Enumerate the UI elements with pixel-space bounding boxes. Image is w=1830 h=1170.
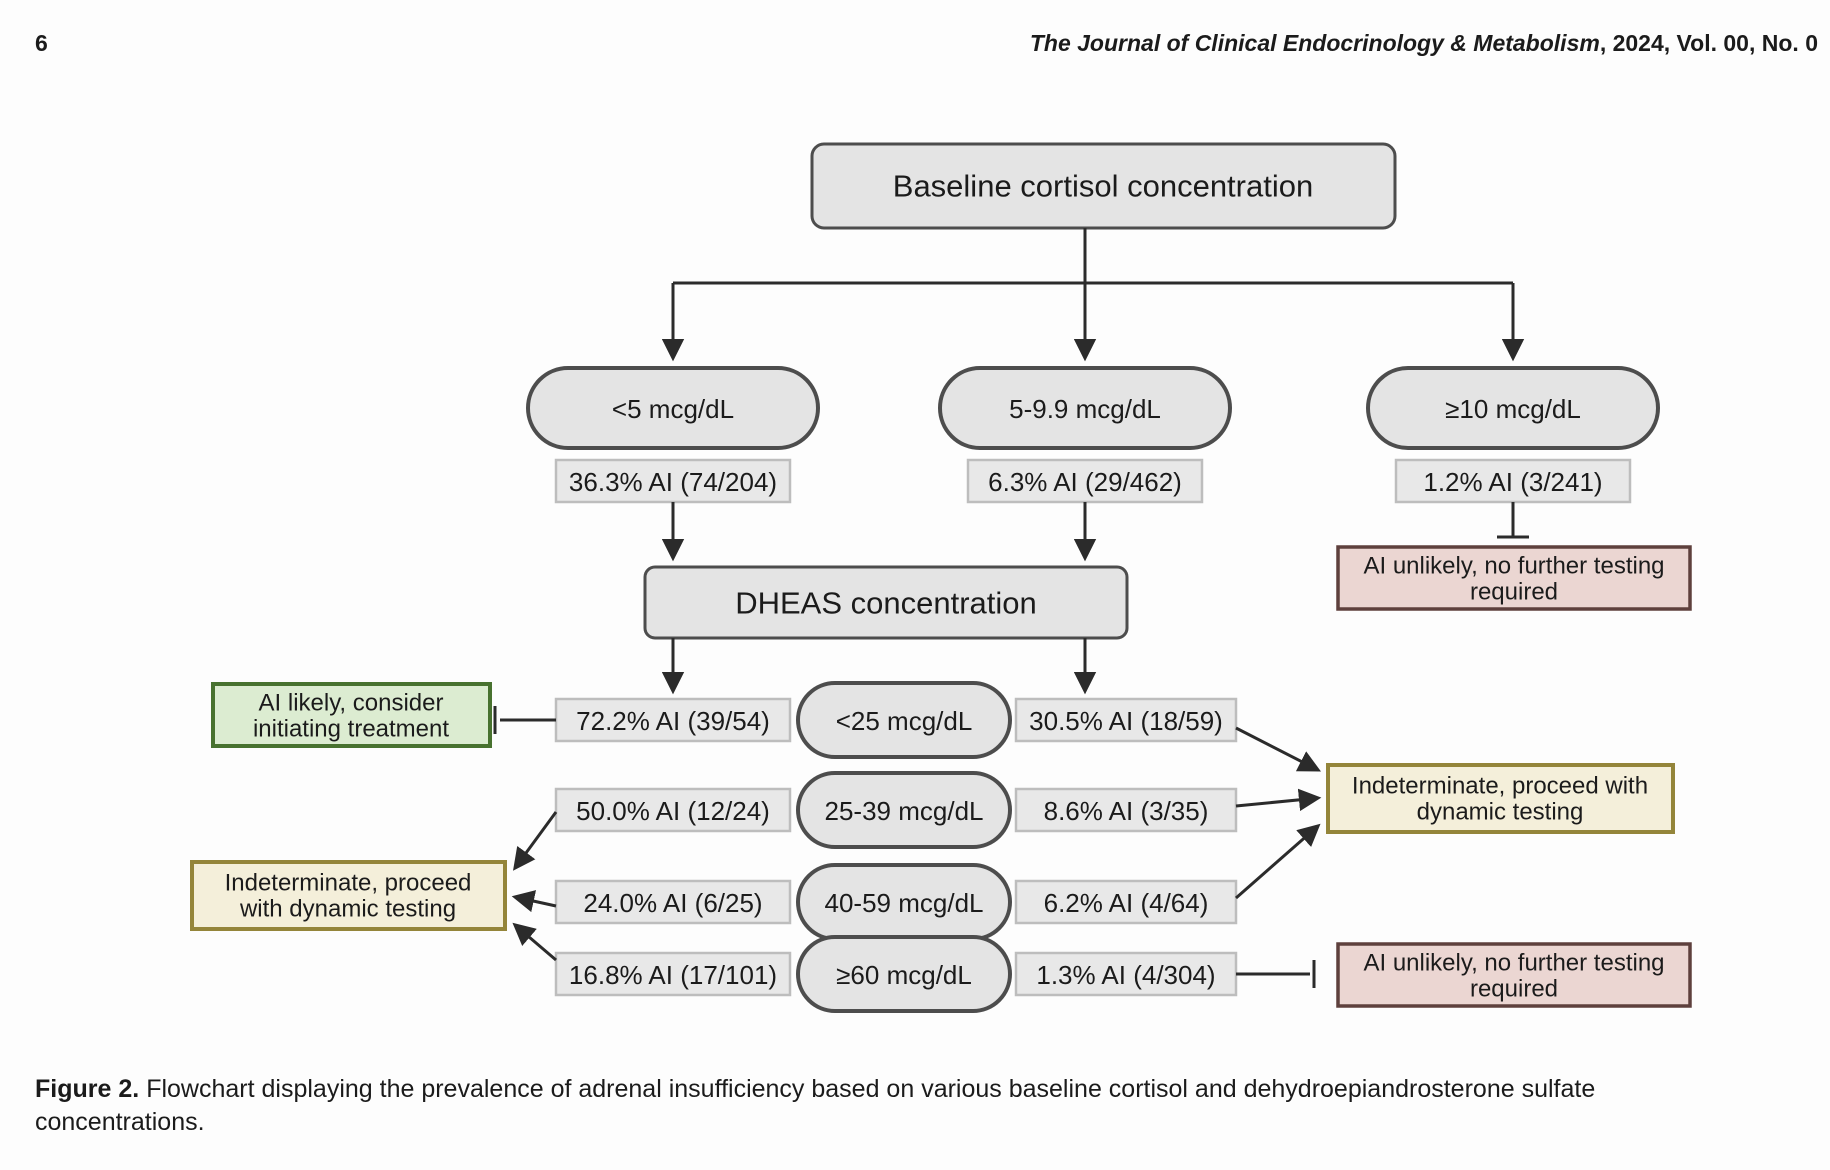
outcome-ai-unlikely-top [1338,547,1690,609]
root-node [812,144,1395,228]
connector-row1-ai-likely [495,706,556,734]
outcome-ai-unlikely-top-line1: AI unlikely, no further testing [1363,552,1665,580]
connector-row4-terminal [1236,960,1314,988]
dheas-row-1-pill-label: <25 mcg/dL [835,706,973,736]
prevalence-box-5-9 [968,460,1202,502]
arrow-row2-to-indeterminate-left [515,812,556,868]
dheas-row-2 [556,773,1236,847]
connector-ge10-terminal [1497,502,1529,537]
prevalence-box-ge10-label: 1.2% AI (3/241) [1423,467,1603,497]
prevalence-box-lt5 [556,460,790,502]
outcome-indeterminate-left-line1: Indeterminate, proceed [224,869,472,897]
figure-caption-label: Figure 2. [35,1075,140,1103]
root-node-label: Baseline cortisol concentration [892,168,1314,204]
arrow-row2-to-indeterminate-right [1236,798,1318,806]
outcome-ai-unlikely-bottom-line1: AI unlikely, no further testing [1363,949,1665,977]
dheas-node-label: DHEAS concentration [735,585,1037,621]
cortisol-pill-5-9 [940,368,1230,448]
prevalence-box-5-9-label: 6.3% AI (29/462) [988,467,1182,497]
dheas-row-3-left-label: 24.0% AI (6/25) [583,888,763,918]
cortisol-pill-ge10-label: ≥10 mcg/dL [1445,394,1581,424]
dheas-row-2-right-label: 8.6% AI (3/35) [1043,796,1209,826]
cortisol-pill-lt5 [528,368,818,448]
dheas-row-2-pill-label: 25-39 mcg/dL [824,796,984,826]
dheas-row-3-right-label: 6.2% AI (4/64) [1043,888,1209,918]
journal-issue-info: , 2024, Vol. 00, No. 0 [1599,30,1818,56]
outcome-ai-likely-line2: initiating treatment [252,715,450,743]
arrow-row4-to-indeterminate-left [515,925,556,960]
dheas-row-4-pill-label: ≥60 mcg/dL [836,960,972,990]
arrow-row3-to-indeterminate-right [1236,826,1318,898]
outcome-ai-likely-line1: AI likely, consider [258,689,444,717]
dheas-row-3 [556,865,1236,939]
cortisol-pill-5-9-label: 5-9.9 mcg/dL [1009,394,1161,424]
figure-caption-text: Flowchart displaying the prevalence of adrenal insufficiency based on various baseline cortisol and dehydroepiandrosterone sulfate concentrations. [35,1075,1596,1136]
arrow-row3-to-indeterminate-left [515,897,556,906]
prevalence-box-ge10 [1396,460,1630,502]
cortisol-pill-ge10 [1368,368,1658,448]
dheas-row-2-left-label: 50.0% AI (12/24) [576,796,770,826]
outcome-indeterminate-left [192,862,505,929]
outcome-ai-likely [213,684,490,746]
outcome-indeterminate-right [1328,765,1673,832]
dheas-row-4 [556,937,1236,1011]
dheas-row-1-right-label: 30.5% AI (18/59) [1029,706,1223,736]
outcome-indeterminate-left-line2: with dynamic testing [239,895,457,923]
prevalence-box-lt5-label: 36.3% AI (74/204) [568,467,778,497]
dheas-row-3-pill-label: 40-59 mcg/dL [824,888,984,918]
outcome-ai-unlikely-bottom-line2: required [1469,975,1559,1003]
outcome-ai-unlikely-bottom [1338,944,1690,1006]
dheas-row-1-left-label: 72.2% AI (39/54) [576,706,770,736]
dheas-row-4-left-label: 16.8% AI (17/101) [568,960,778,990]
arrow-row1-to-indeterminate-right [1236,728,1318,770]
outcome-indeterminate-right-line2: dynamic testing [1416,798,1584,826]
root-branch-connectors [673,228,1513,358]
outcome-ai-unlikely-top-line2: required [1469,578,1559,606]
journal-title: The Journal of Clinical Endocrinology & Metabolism [1029,30,1600,56]
figure-caption [35,1073,1685,1139]
page-number: 6 [35,30,48,56]
dheas-node [645,567,1127,638]
dheas-row-4-right-label: 1.3% AI (4/304) [1036,960,1216,990]
cortisol-pill-lt5-label: <5 mcg/dL [611,394,735,424]
outcome-indeterminate-right-line1: Indeterminate, proceed with [1351,772,1649,800]
dheas-row-1 [556,683,1236,757]
